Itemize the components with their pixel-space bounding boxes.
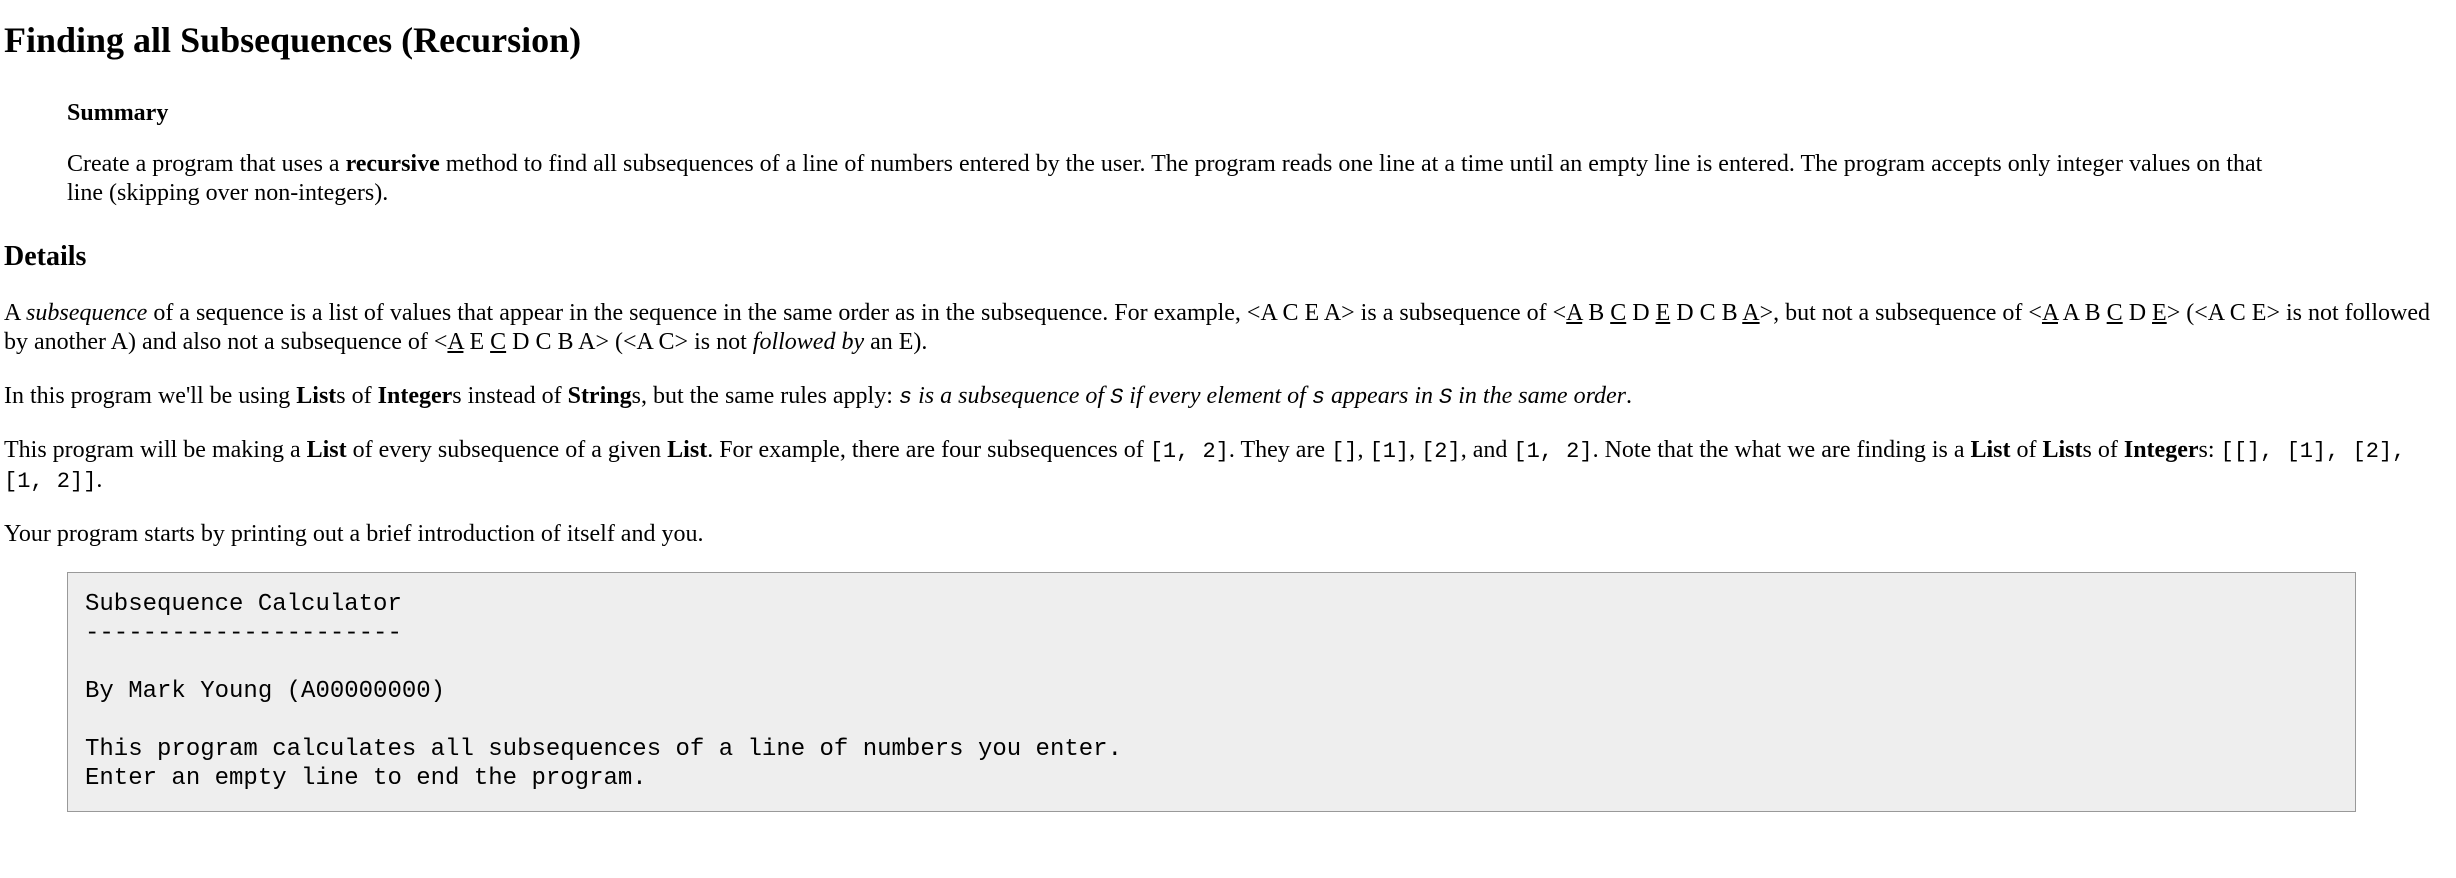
code-line: ---------------------- — [85, 619, 402, 647]
page-title: Finding all Subsequences (Recursion) — [4, 20, 582, 60]
code-term: S — [1110, 384, 1124, 410]
text: Create a program that uses a — [67, 150, 346, 177]
text: of a sequence is a list of values that appear in the sequence in the same order as in the subsequence. For example, <A C E A> is a subsequence of < — [147, 300, 1567, 327]
text: A B — [2057, 300, 2107, 327]
italic-text: in the same order — [1452, 382, 1627, 409]
underlined-letter: A — [447, 329, 464, 356]
text: . Note that the what we are finding is a — [1592, 437, 1971, 464]
underlined-letter: E — [2152, 300, 2167, 327]
code-term: [1] — [1369, 439, 1410, 465]
code-line — [85, 648, 2338, 677]
text: s of — [2082, 437, 2124, 464]
bold-term: List — [296, 382, 337, 409]
bold-term: List — [2042, 437, 2083, 464]
text: A — [4, 300, 27, 327]
text: of every subsequence of a given — [346, 437, 668, 464]
text: D C B A> (<A C> is not — [506, 329, 753, 356]
code-term: [[], [1], [2], [1, 2]] — [4, 439, 2406, 494]
summary-text — [67, 150, 2292, 208]
text: In this program we'll be using — [4, 382, 297, 409]
text: an E). — [864, 329, 928, 356]
intro-paragraph: Your program starts by printing out a brief introduction of itself and you. — [4, 521, 704, 548]
list-example-paragraph — [4, 436, 2452, 495]
bold-term: List — [306, 437, 347, 464]
code-term: S — [1439, 384, 1453, 410]
text: D — [2122, 300, 2153, 327]
subsequence-definition-paragraph — [4, 299, 2452, 357]
code-term: [2] — [1421, 439, 1461, 465]
underlined-letter: C — [1610, 300, 1627, 327]
code-term: [1, 2] — [1149, 439, 1229, 465]
code-line: Enter an empty line to end the program. — [85, 764, 647, 792]
text: . — [96, 466, 103, 493]
code-term: [] — [1331, 439, 1358, 465]
bold-term: String — [567, 382, 632, 409]
text: D — [1626, 300, 1656, 327]
bold-term: Integer — [377, 382, 453, 409]
underlined-letter: E — [1655, 300, 1671, 327]
italic-text: if every element of — [1123, 382, 1312, 409]
underlined-letter: C — [490, 329, 507, 356]
italic-text: appears in — [1325, 382, 1440, 409]
italic-term: subsequence — [26, 300, 148, 327]
text: . — [1626, 382, 1633, 409]
text: > (<A C E> is not followed by another A) and also not a subsequence of < — [4, 300, 2430, 356]
bold-term: Integer — [2123, 437, 2199, 464]
summary-section — [67, 99, 2362, 207]
text: of — [2010, 437, 2043, 464]
bold-term: List — [667, 437, 708, 464]
details-heading: Details — [4, 241, 87, 273]
underlined-letter: A — [1742, 300, 1760, 327]
text: s, but the same rules apply: — [631, 382, 899, 409]
code-line: By Mark Young (A00000000) — [85, 677, 446, 705]
text: s: — [2198, 437, 2221, 464]
text: . For example, there are four subsequences of — [707, 437, 1150, 464]
underlined-letter: C — [2106, 300, 2123, 327]
summary-heading: Summary — [67, 100, 169, 126]
text: E — [463, 329, 491, 356]
lists-of-integers-paragraph — [4, 382, 2452, 411]
text: . They are — [1228, 437, 1332, 464]
text: D C B — [1670, 300, 1743, 327]
code-term: [1, 2] — [1513, 439, 1593, 465]
text: This program will be making a — [4, 437, 307, 464]
italic-text: is a subsequence of — [912, 382, 1111, 409]
underlined-letter: A — [1566, 300, 1583, 327]
bold-term: List — [1970, 437, 2011, 464]
text: s of — [336, 382, 378, 409]
code-line: This program calculates all subsequences of a line of numbers you enter. — [85, 735, 1122, 763]
text: >, but not a subsequence of < — [1759, 300, 2042, 327]
sample-output-box — [67, 572, 2356, 812]
text: , — [1409, 437, 1422, 464]
code-line: Subsequence Calculator — [85, 590, 402, 618]
code-term: s — [898, 384, 913, 410]
text: method to find all subsequences of a line of numbers entered by the user. The program reads one line at a time until an empty line is entered. The program accepts only integer values on that line (skipping over non-integers). — [67, 150, 2263, 206]
text: , — [1357, 437, 1370, 464]
italic-term: followed by — [752, 329, 865, 356]
underlined-letter: A — [2041, 300, 2058, 327]
text: s instead of — [452, 382, 568, 409]
bold-term: recursive — [345, 150, 440, 177]
text: B — [1582, 300, 1611, 327]
code-line — [85, 706, 2338, 735]
code-term: s — [1311, 384, 1326, 410]
document — [0, 18, 2456, 812]
text: , and — [1460, 437, 1514, 464]
